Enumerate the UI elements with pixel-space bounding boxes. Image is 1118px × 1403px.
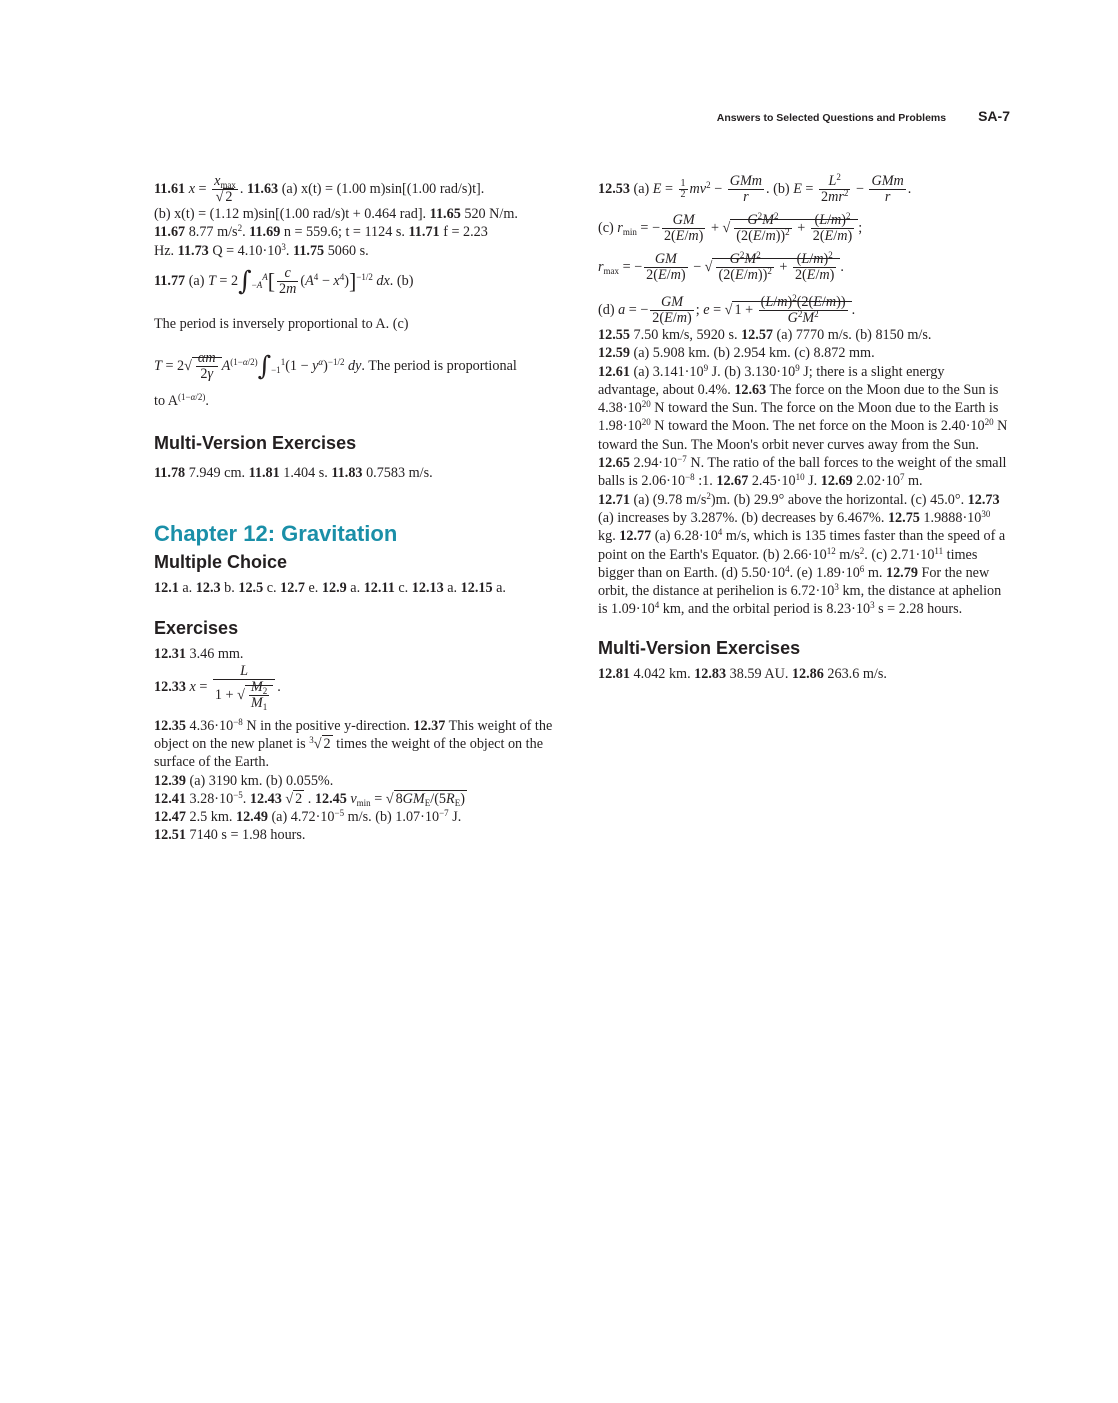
page-header xyxy=(717,108,1010,124)
page-number: SA-7 xyxy=(978,108,1010,124)
answer-12-53c: (c) $r_{min}$ = − $\frac{GM}{2(E/m)}$ + √ $\frac{G^2M^2}{(2(E/m))^2}$ + $\frac{(L/m)^2}{2(E/m)}$ ; xyxy=(598,211,863,244)
answer-12-51: 12.51 7140 s = 1.98 hours. xyxy=(154,827,306,844)
left-column xyxy=(154,174,568,845)
multiple-choice-answers: 12.1 a. 12.3 b. 12.5 c. 12.7 e. 12.9 a. 12.11 c. 12.13 a. 12.15 a. xyxy=(154,580,506,597)
answer-12-35: 12.35 $4.36\cdot 10^{-8}$ N in the positive y-direction. 12.37 This weight of the object on the new planet is $^3$√ 2 times the weight of the object on the surface of the Earth. xyxy=(154,716,553,771)
section-heading-multi-version-right: Multi-Version Exercises xyxy=(598,637,801,658)
answer-11-77c-end: to $A^{(1-\alpha/2)}$. xyxy=(154,392,209,410)
running-title: Answers to Selected Questions and Problems xyxy=(716,112,947,124)
right-column xyxy=(598,174,1008,683)
answer-12-59: 12.59 (a) 5.908 km. (b) 2.954 km. (c) 8.872 mm. xyxy=(598,345,875,362)
answer-11-73: Hz. 11.73 $Q = 4.10\cdot 10^3$. 11.75 5060 s. xyxy=(154,241,369,259)
answer-12-33: 12.33 x = L 1 + √ $\frac{M_2}{M_1}$ . xyxy=(154,662,281,712)
section-heading-multi-version: Multi-Version Exercises xyxy=(154,433,357,454)
answer-11-67: 11.67 8.77 $m/s^2$. 11.69 n = 559.6; t = 1124 s. 11.71 f = 2.23 xyxy=(154,223,488,241)
answer-12-47: 12.47 2.5 km. 12.49 (a) $4.72\cdot 10^{-5}$ m/s. (b) $1.07\cdot 10^{-7}$ J. xyxy=(154,808,462,826)
section-heading-multiple-choice: Multiple Choice xyxy=(154,552,288,573)
answer-12-31: 12.31 3.46 mm. xyxy=(154,646,244,663)
section-heading-exercises: Exercises xyxy=(154,618,239,639)
answer-11-77: 11.77 (a) $T = 2\int_{-A}^A$[ $\frac{c}{2m}$ $(A^4 - x^4)]^{-1/2}$ dx. (b) xyxy=(154,264,414,297)
answer-11-77c: T = 2√ $\frac{\alpha m}{2\gamma}$ $A^{(1-\alpha/2)}\int_{-1}^1(1 - y^\alpha)^{-1/2}$ dy. The period is proportional xyxy=(154,350,517,383)
answer-12-71: 12.71 (a) (9.78 $m/s^2)m$. (b) 29.9° above the horizontal. (c) 45.0°. 12.73 (a) increases by 3.287%. (b) decreases by 6.467%. 12.75 $1.9888\cdot 10^{30}$ kg. 12.77 (a) $6.28\cdot 10^4$ m/s, which is 135 times faster than the speed of a point on the Earth's Equator. (b) $2.66\cdot 10^{12}$ $m/s^2$. (c) $2.71\cdot 10^{11}$ times bigger than on Earth. (d) $5.50\cdot 10^4$. (e) $1.89\cdot 10^6$ m. 12.79 For the new orbit, the distance at perihelion is $6.72\cdot 10^3$ km, the distance at aphelion is $1.09\cdot 10^4$ km, and the orbital period is $8.23\cdot 10^3$ s = 2.28 hours. xyxy=(598,490,1006,618)
answer-12-53d: (d) a = − $\frac{GM}{2(E/m)}$ ; e = √ 1 + $\frac{(L/m)^2(2(E/m))}{G^2M^2}$ . xyxy=(598,293,856,326)
chapter-title: Chapter 12: Gravitation xyxy=(154,520,398,546)
answer-12-55: 12.55 7.50 km/s, 5920 s. 12.57 (a) 7770 m/s. (b) 8150 m/s. xyxy=(598,327,932,343)
answer-12-53: 12.53 (a) E = $\frac{1}{2}$ $mv^2$ − $\frac{\text{GMm}}{r}$ . (b) E = $\frac{L^2}{2mr^2}$ − $\frac{\text{GMm}}{r}$ . xyxy=(598,172,912,205)
answer-12-41: 12.41 $3.28\cdot 10^{-5}$. 12.43 √ 2 . 12.45 $v_{min}$ = √ $8GM_E/(5R_E)$ xyxy=(154,789,465,808)
multi-version-answers-right: 12.81 4.042 km. 12.83 38.59 AU. 12.86 263.6 m/s. xyxy=(598,665,887,682)
answer-11-63b: (b) x(t) = (1.12 m)sin[(1.00 rad/s)t + 0.464 rad]. 11.65 520 N/m. xyxy=(154,206,518,222)
answer-12-53c-rmax: $r_{max}$ = − $\frac{GM}{2(E/m)}$ − √ $\frac{G^2M^2}{(2(E/m))^2}$ + $\frac{(L/m)^2}{2(E/m)}$ . xyxy=(598,250,844,283)
answer-12-61: 12.61 (a) $3.141\cdot 10^9$ J. (b) $3.130\cdot 10^9$ J; there is a slight energy advantage, about 0.4%. 12.63 The force on the Moon due to the Sun is $4.38\cdot 10^{20}$ N toward the Sun. The force on the Moon due to the Earth is $1.98\cdot 10^{20}$ N toward the Moon. The net force on the Moon is $2.40\cdot 10^{20}$ N toward the Sun. The Moon's orbit never curves away from the Sun. 12.65 $2.94\cdot 10^{-7}$ N. The ratio of the ball forces to the weight of the small balls is $2.06\cdot 10^{-8}$ :1. 12.67 $2.45\cdot 10^{10}$ J. 12.69 $2.02\cdot 10^7$ m. xyxy=(598,362,1008,490)
answer-12-39: 12.39 (a) 3190 km. (b) 0.055%. xyxy=(154,772,334,789)
answer-11-77-note: The period is inversely proportional to A. (c) xyxy=(154,315,409,332)
answer-11-61: 11.61 x = $\frac{x_{max}}{√ 2}$ . 11.63 (a) x(t) = (1.00 m)sin[(1.00 rad/s)t]. xyxy=(154,173,485,205)
multi-version-answers: 11.78 7.949 cm. 11.81 1.404 s. 11.83 0.7583 m/s. xyxy=(154,465,433,482)
